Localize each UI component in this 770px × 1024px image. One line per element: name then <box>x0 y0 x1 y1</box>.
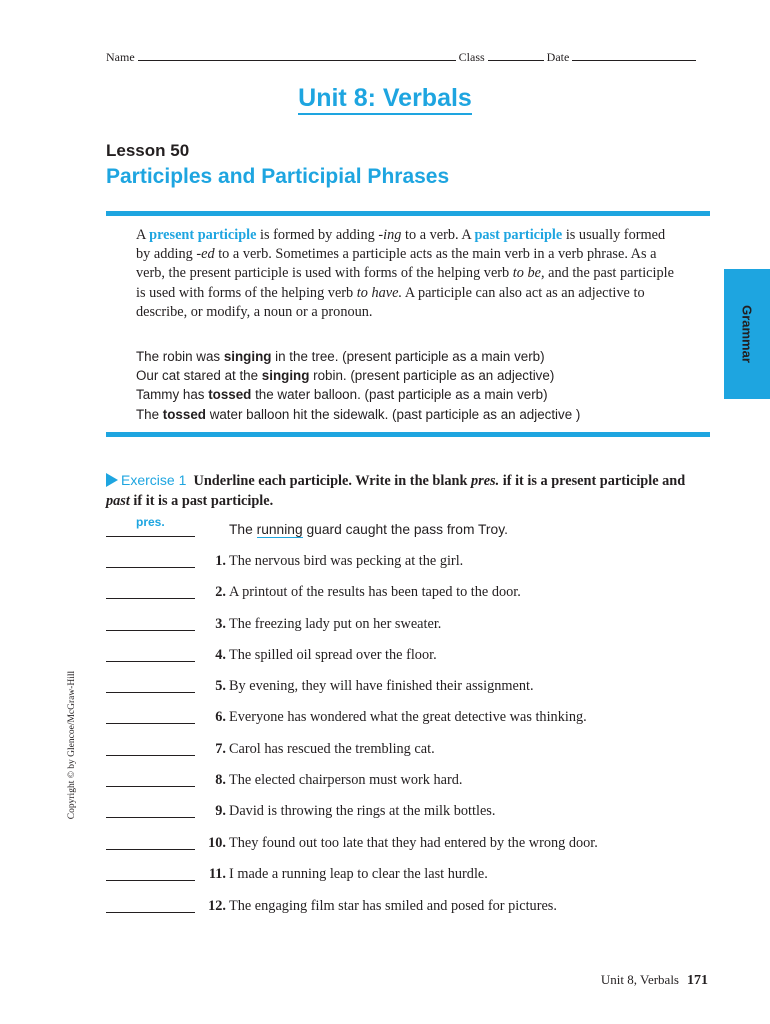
class-blank[interactable] <box>488 50 544 61</box>
list-item: 3. The freezing lady put on her sweater. <box>106 616 706 638</box>
lesson-label: Lesson 50 <box>106 141 190 160</box>
answer-blank[interactable] <box>106 786 195 787</box>
unit-title: Unit 8: Verbals <box>0 84 770 113</box>
bottom-divider <box>106 432 710 437</box>
date-blank[interactable] <box>572 50 696 61</box>
name-blank[interactable] <box>138 50 456 61</box>
exercise-label: Exercise 1 <box>121 472 187 488</box>
example-1: The robin was singing in the tree. (present participle as a main verb) <box>136 349 545 364</box>
answer-blank[interactable] <box>106 755 195 756</box>
answer-blank[interactable] <box>106 880 195 881</box>
name-class-date-line <box>106 50 710 65</box>
footer-label: Unit 8, Verbals <box>600 972 679 987</box>
answer-blank[interactable] <box>106 692 195 693</box>
name-label: Name <box>106 50 135 64</box>
example-2: Our cat stared at the singing robin. (present participle as an adjective) <box>136 368 555 384</box>
term-past-participle: past participle <box>474 227 563 243</box>
answer-blank[interactable] <box>106 849 195 850</box>
list-item: 10. They found out too late that they had entered by the wrong door. <box>106 835 706 857</box>
list-item: 1. The nervous bird was pecking at the girl. <box>106 553 706 575</box>
list-item: 11. I made a running leap to clear the last hurdle. <box>106 866 706 888</box>
example-3: Tammy has tossed the water balloon. (past participle as a main verb) <box>136 387 548 403</box>
answer-blank[interactable] <box>106 912 195 913</box>
answer-blank[interactable] <box>106 661 195 662</box>
list-item: 7. Carol has rescued the trembling cat. <box>106 741 706 763</box>
grammar-side-tab: Grammar <box>724 269 770 399</box>
list-item: 9. David is throwing the rings at the milk bottles. <box>106 803 706 825</box>
triangle-bullet-icon <box>106 473 118 487</box>
list-item: 2. A printout of the results has been taped to the door. <box>106 584 706 606</box>
sample-sentence: The running guard caught the pass from Troy. <box>229 522 508 537</box>
page-footer <box>601 972 708 989</box>
list-item: 6. Everyone has wondered what the great detective was thinking. <box>106 709 706 731</box>
answer-blank[interactable] <box>106 536 195 537</box>
lesson-title: Participles and Participial Phrases <box>106 165 450 188</box>
answer-blank[interactable] <box>106 817 195 818</box>
top-divider <box>106 211 710 216</box>
example-4: The tossed water balloon hit the sidewalk. (past participle as an adjective ) <box>136 406 581 422</box>
copyright-notice: Copyright © by Glencoe/McGraw-Hill <box>67 670 77 820</box>
list-item: 12. The engaging film star has smiled and posed for pictures. <box>106 898 706 920</box>
answer-blank[interactable] <box>106 630 195 631</box>
date-label: Date <box>546 50 570 64</box>
list-item: 5. By evening, they will have finished their assignment. <box>106 678 706 700</box>
answer-blank[interactable] <box>106 567 195 568</box>
sample-item <box>106 515 706 544</box>
sample-answer: pres. <box>136 515 165 529</box>
page-number: 171 <box>687 973 708 988</box>
list-item: 4. The spilled oil spread over the floor. <box>106 647 706 669</box>
intro-paragraph: A present participle is formed by adding -ing to a verb. A past participle is usually formed by adding -ed to a verb. Sometimes a participle acts as the main verb in a verb phrase. As a verb, the present participle is used with forms of the helping verb to be, and the past participle is used with forms of the helping verb to have. A participle can also act as an adjective to describe, or modify, a noun or a pronoun. <box>136 227 674 320</box>
answer-blank[interactable] <box>106 723 195 724</box>
class-label: Class <box>458 50 485 64</box>
example-sentences <box>136 347 696 424</box>
exercise-instructions: Exercise 1 Underline each participle. Write in the blank pres. if it is a present participle and past if it is a past participle. <box>106 472 686 509</box>
underlined-participle: running <box>256 522 303 537</box>
answer-blank[interactable] <box>106 598 195 599</box>
term-present-participle: present participle <box>149 227 257 243</box>
list-item: 8. The elected chairperson must work hard. <box>106 772 706 794</box>
